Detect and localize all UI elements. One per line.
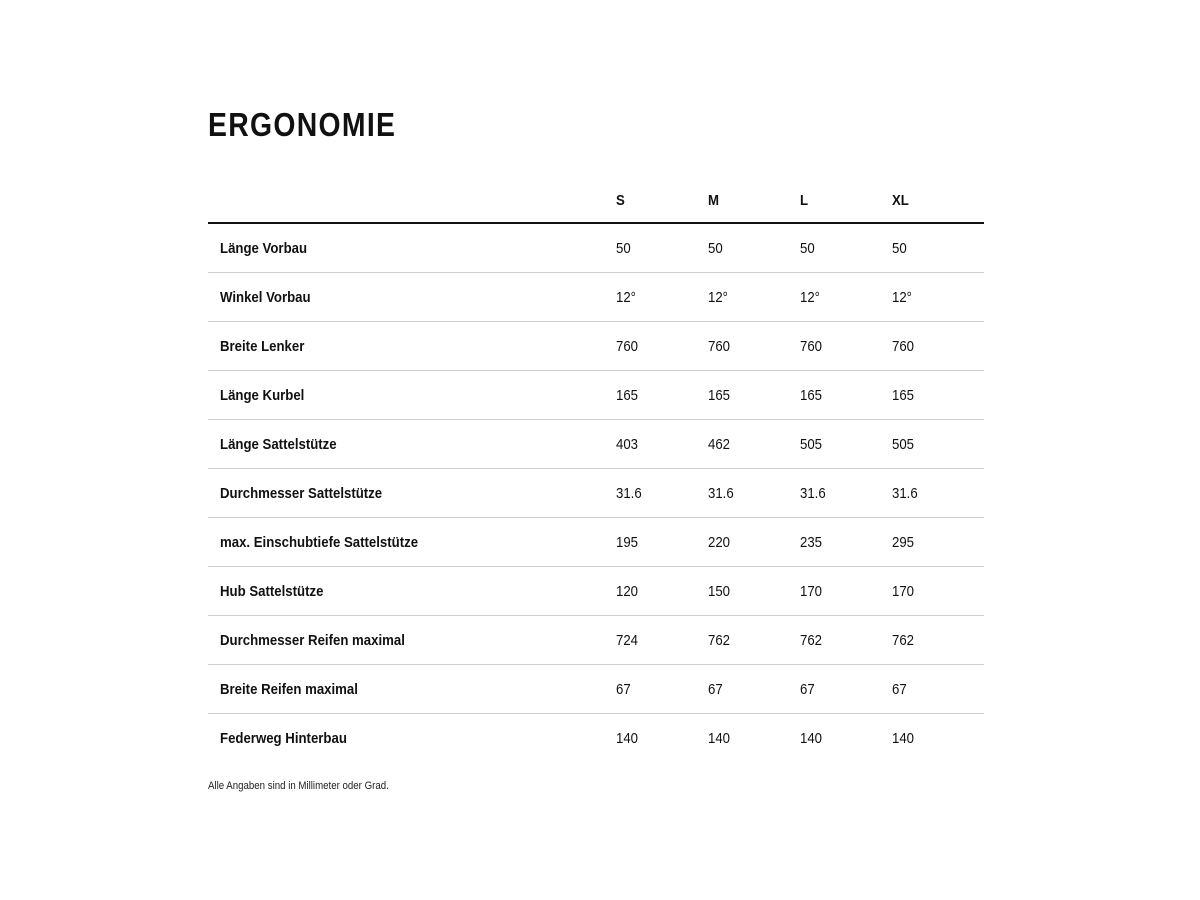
header-size-xl: XL	[892, 178, 984, 223]
value-cell: 762	[800, 616, 892, 665]
table-row	[208, 223, 984, 273]
row-label: Federweg Hinterbau	[220, 729, 347, 747]
value-cell: 505	[800, 420, 892, 469]
value-cell: 50	[892, 223, 984, 273]
value-cell: 165	[708, 371, 800, 420]
value-cell: 67	[616, 665, 708, 714]
value-cell: 140	[616, 729, 639, 747]
table-row	[208, 420, 984, 469]
row-label: Länge Sattelstütze	[208, 420, 616, 469]
row-label: Länge Kurbel	[208, 371, 616, 420]
table-row	[208, 714, 984, 763]
value-cell: 140	[708, 729, 731, 747]
value-cell: 760	[892, 322, 984, 371]
row-label: Durchmesser Sattelstütze	[208, 469, 616, 518]
value-cell: 760	[800, 322, 892, 371]
footnote: Alle Angaben sind in Millimeter oder Grad.	[208, 780, 389, 792]
value-cell: 140	[892, 729, 915, 747]
value-cell: 140	[800, 729, 823, 747]
row-label: Breite Lenker	[208, 322, 616, 371]
value-cell: 295	[892, 518, 984, 567]
value-cell: 31.6	[892, 469, 984, 518]
value-cell: 724	[616, 616, 708, 665]
header-size-s: S	[616, 178, 708, 223]
value-cell: 12°	[800, 273, 892, 322]
value-cell: 165	[892, 371, 984, 420]
value-cell: 195	[616, 518, 708, 567]
row-label: Länge Vorbau	[208, 223, 616, 273]
table-row	[208, 273, 984, 322]
value-cell: 12°	[892, 273, 984, 322]
value-cell: 120	[616, 567, 708, 616]
table-row	[208, 616, 984, 665]
value-cell: 50	[800, 223, 892, 273]
header-label-cell	[208, 178, 616, 223]
value-cell: 762	[892, 616, 984, 665]
table-row	[208, 322, 984, 371]
table-header-row	[208, 178, 984, 223]
value-cell: 50	[616, 223, 708, 273]
value-cell: 31.6	[800, 469, 892, 518]
row-label: Hub Sattelstütze	[208, 567, 616, 616]
value-cell: 67	[708, 665, 800, 714]
table-row	[208, 567, 984, 616]
value-cell: 762	[708, 616, 800, 665]
value-cell: 403	[616, 420, 708, 469]
value-cell: 150	[708, 567, 800, 616]
table-body	[208, 223, 984, 762]
value-cell: 462	[708, 420, 800, 469]
value-cell: 67	[800, 665, 892, 714]
value-cell: 31.6	[708, 469, 800, 518]
row-label: Breite Reifen maximal	[208, 665, 616, 714]
table-row	[208, 665, 984, 714]
header-size-m: M	[708, 178, 800, 223]
table-row	[208, 371, 984, 420]
value-cell: 505	[892, 420, 984, 469]
value-cell: 760	[616, 322, 708, 371]
value-cell: 165	[800, 371, 892, 420]
ergonomie-section	[208, 104, 984, 747]
value-cell: 220	[708, 518, 800, 567]
table-row	[208, 518, 984, 567]
value-cell: 170	[892, 567, 984, 616]
geometry-table	[208, 178, 984, 762]
value-cell: 170	[800, 567, 892, 616]
row-label: max. Einschubtiefe Sattelstütze	[208, 518, 616, 567]
value-cell: 31.6	[616, 469, 708, 518]
value-cell: 165	[616, 371, 708, 420]
value-cell: 12°	[616, 273, 708, 322]
header-size-l: L	[800, 178, 892, 223]
row-label: Winkel Vorbau	[208, 273, 616, 322]
value-cell: 50	[708, 223, 800, 273]
page-title: ERGONOMIE	[208, 106, 397, 143]
value-cell: 760	[708, 322, 800, 371]
table-row	[208, 469, 984, 518]
row-label: Durchmesser Reifen maximal	[208, 616, 616, 665]
value-cell: 235	[800, 518, 892, 567]
value-cell: 12°	[708, 273, 800, 322]
value-cell: 67	[892, 665, 984, 714]
